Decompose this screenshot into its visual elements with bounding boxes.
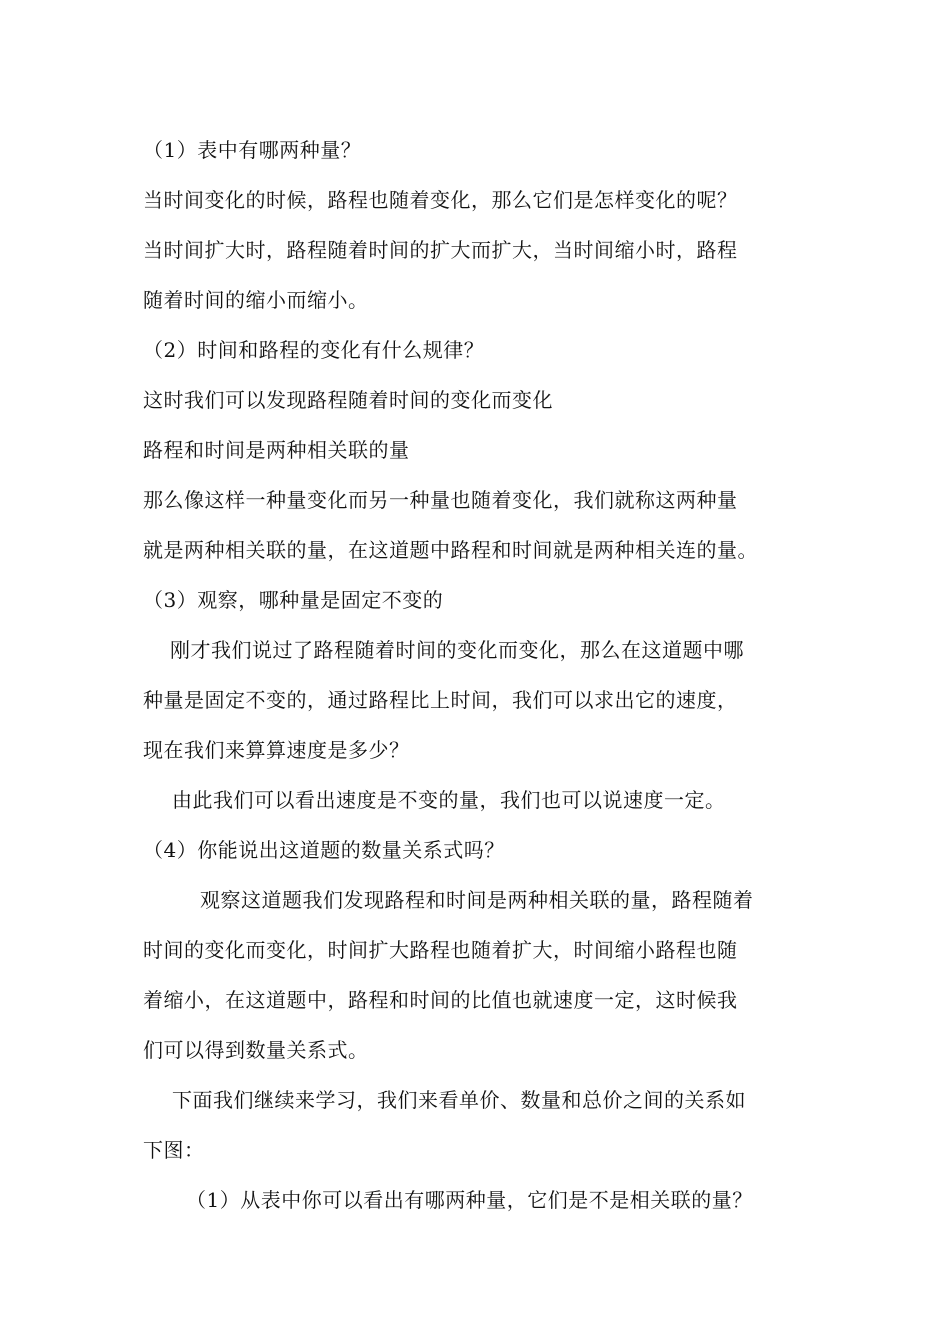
- question-4-heading: （4）你能说出这道题的数量关系式吗？: [143, 838, 505, 862]
- question-3-heading: （3）观察，哪种量是固定不变的: [143, 588, 444, 612]
- paragraph-line: 由此我们可以看出速度是不变的量，我们也可以说速度一定。: [172, 788, 726, 812]
- paragraph-line: 观察这道题我们发现路程和时间是两种相关联的量，路程随着: [200, 888, 754, 912]
- paragraph-line: 路程和时间是两种相关联的量: [143, 438, 410, 462]
- paragraph-line: 那么像这样一种量变化而另一种量也随着变化，我们就称这两种量: [143, 488, 738, 512]
- paragraph-line: 随着时间的缩小而缩小。: [143, 288, 369, 312]
- paragraph-line: 当时间扩大时，路程随着时间的扩大而扩大，当时间缩小时，路程: [143, 238, 738, 262]
- paragraph-line: 刚才我们说过了路程随着时间的变化而变化，那么在这道题中哪: [170, 638, 744, 662]
- question-1-heading: （1）表中有哪两种量？: [143, 138, 362, 162]
- paragraph-line: 就是两种相关联的量，在这道题中路程和时间就是两种相关连的量。: [143, 538, 758, 562]
- paragraph-line: 现在我们来算算速度是多少？: [143, 738, 410, 762]
- paragraph-line: 着缩小，在这道题中，路程和时间的比值也就速度一定，这时候我: [143, 988, 738, 1012]
- paragraph-line: 下图：: [143, 1138, 205, 1162]
- paragraph-line: 们可以得到数量关系式。: [143, 1038, 369, 1062]
- paragraph-line: 时间的变化而变化，时间扩大路程也随着扩大，时间缩小路程也随: [143, 938, 738, 962]
- paragraph-line: 下面我们继续来学习，我们来看单价、数量和总价之间的关系如: [172, 1088, 746, 1112]
- paragraph-line: 这时我们可以发现路程随着时间的变化而变化: [143, 388, 553, 412]
- question-1-followup: （1）从表中你可以看出有哪两种量，它们是不是相关联的量？: [186, 1188, 753, 1212]
- paragraph-line: 种量是固定不变的，通过路程比上时间，我们可以求出它的速度，: [143, 688, 738, 712]
- paragraph-line: 当时间变化的时候，路程也随着变化，那么它们是怎样变化的呢？: [143, 188, 738, 212]
- question-2-heading: （2）时间和路程的变化有什么规律？: [143, 338, 485, 362]
